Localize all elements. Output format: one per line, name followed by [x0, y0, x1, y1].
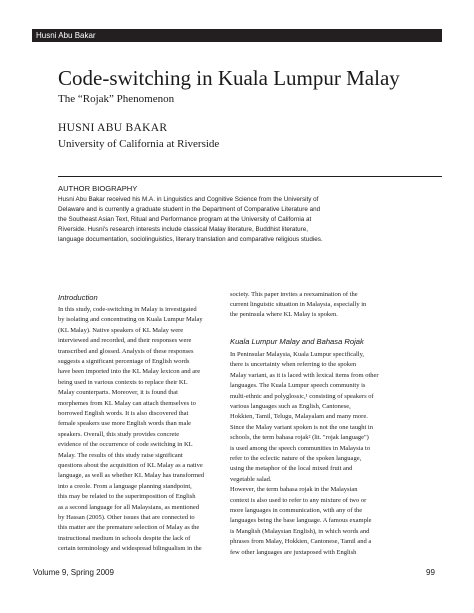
text-line: Malay counterparts. Moreover, it is found that: [58, 389, 178, 397]
text-line: morphemes from KL Malay can attach themselves to: [58, 399, 196, 407]
text-line: various languages such as English, Cantonese,: [230, 403, 351, 410]
article-title: Code-switching in Kuala Lumpur Malay: [58, 66, 400, 90]
text-line: refer to the eclectic nature of the spoken language,: [230, 455, 362, 462]
text-line: using the metaphor of the local mixed fruit and: [230, 465, 353, 473]
text-line: evidence of the occurrence of code switching in KL: [58, 441, 193, 449]
text-line: phrases from Malay, Hokkien, Cantonese, Tamil and a: [230, 538, 372, 546]
text-line: is Manglish (Malaysian English), in which words and: [230, 527, 370, 535]
text-line: Riverside. Husni's research interests include classical Malay literature, Buddhist literature,: [58, 226, 309, 233]
section-heading: Kuala Lumpur Malay and Bahasa Rojak: [230, 337, 364, 346]
text-line: Since the Malay variant spoken is not the one taught in: [230, 423, 373, 431]
text-line: is used among the speech communities in Malaysia to: [230, 444, 371, 452]
text-line: few other languages are juxtaposed with English: [230, 548, 357, 556]
text-line: Husni Abu Bakar received his M.A. in Linguistics and Cognitive Science from the University of: [58, 196, 319, 203]
text-line: current linguistic situation in Malaysia, especially in: [230, 301, 367, 308]
text-line: the peninsula where KL Malay is spoken.: [230, 311, 338, 318]
text-line: certain terminology and widespread bilingualism in the: [58, 545, 202, 553]
text-line: questions about the acquisition of KL Malay as a native: [58, 462, 203, 469]
text-line: society. This paper invites a reexamination of the: [230, 291, 358, 298]
text-line: language documentation, sociolinguistics, literary translation and comparative religious studies.: [58, 236, 323, 243]
text-line: transcribed and glossed. Analysis of these responses: [58, 347, 194, 355]
text-line: speakers. Overall, this study provides concrete: [58, 430, 180, 438]
text-line: Hokkien, Tamil, Telugu, Malayalam and many more.: [230, 413, 368, 421]
running-head-bar: [32, 29, 442, 42]
text-line: more languages in communication, with any of the: [230, 507, 363, 514]
text-line: Malay. The results of this study raise significant: [58, 451, 183, 459]
text-line: In Peninsular Malaysia, Kuala Lumpur specifically,: [230, 351, 365, 358]
text-line: this may be related to the superimposition of English: [58, 493, 196, 501]
text-line: instructional medium in schools despite the lack of: [58, 534, 191, 542]
text-line: borrowed English words. It is also discovered that: [58, 410, 189, 417]
text-line: being used in various contexts to replace their KL: [58, 378, 188, 386]
section-divider: [58, 176, 442, 177]
text-line: However, the term bahasa rojak in the Malaysian: [230, 486, 358, 494]
text-line: the Southeast Asian Text, Ritual and Performance program at the University of California at: [58, 216, 312, 223]
text-line: Delaware and is currently a graduate student in the Department of Comparative Literature and: [58, 206, 321, 213]
text-line: schools, the term bahasa rojak² (lit. "rojak language"): [230, 434, 369, 442]
text-line: vegetable salad.: [230, 475, 272, 483]
text-line: female speakers use more English words than male: [58, 420, 192, 428]
author-affiliation: University of California at Riverside: [58, 138, 220, 150]
running-head: Husni Abu Bakar: [36, 31, 96, 40]
text-line: suggests a significant percentage of English words: [58, 358, 190, 365]
page-number: 99: [426, 568, 435, 577]
text-line: Malay variant, as it is laced with lexical items from other: [230, 371, 379, 379]
text-line: by Hassan (2005). Other issues that are connected to: [58, 514, 195, 521]
text-line: by isolating and concentrating on Kuala Lumpur Malay: [58, 316, 203, 324]
text-line: languages being the base language. A famous example: [230, 517, 372, 525]
bio-heading: AUTHOR BIOGRAPHY: [58, 184, 138, 193]
text-line: language, as well as whether KL Malay has transformed: [58, 472, 205, 480]
text-line: In this study, code-switching in Malay is investigated: [58, 306, 197, 313]
introduction-heading: Introduction: [58, 293, 98, 302]
issue-info: Volume 9, Spring 2009: [33, 568, 114, 577]
text-line: multi-ethnic and polyglossic,¹ consisting of speakers of: [230, 392, 374, 400]
text-line: (KL Malay). Native speakers of KL Malay were: [58, 326, 184, 334]
article-subtitle: The “Rojak” Phenomenon: [58, 93, 175, 105]
text-line: as a second language for all Malaysians, as mentioned: [58, 503, 199, 511]
text-line: languages. The Kuala Lumpur speech community is: [230, 382, 366, 390]
text-line: this matter are the premature selection of Malay as the: [58, 524, 200, 532]
text-line: there is uncertainty when referring to the spoken: [230, 361, 357, 369]
text-line: interviewed and recorded, and their responses were: [58, 337, 192, 345]
author-name: HUSNI ABU BAKAR: [58, 122, 168, 134]
text-line: into a creole. From a language planning standpoint,: [58, 482, 192, 490]
text-line: context is also used to refer to any mixture of two or: [230, 496, 367, 504]
text-line: have been imported into the KL Malay lexicon and are: [58, 368, 201, 376]
